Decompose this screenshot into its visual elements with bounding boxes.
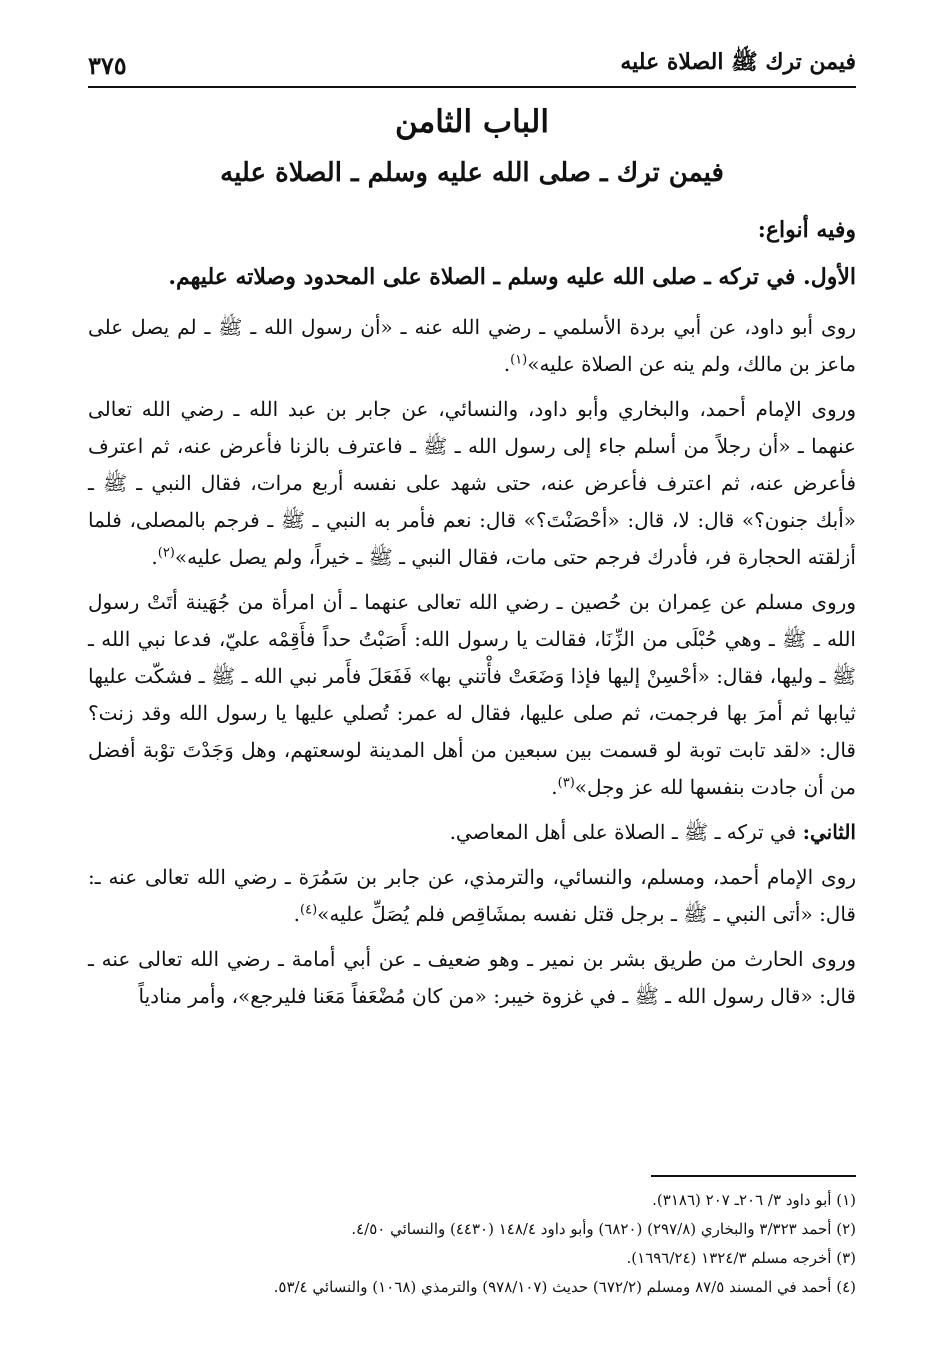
paragraph-3: وروى مسلم عن عِمران بن حُصين ـ رضي الله تعالى عنهما ـ أن امرأة من جُهَينة أتَتْ رسول الله ـ ﷺ ـ وهي حُبْلَى من الزِّنَا، فقالت يا رسول الله: أَصَبْتُ حداً فأَقِمْه عليّ، فدعا نبي الله ـ ﷺ ـ وليها، فقال: «أحْسِنْ إليها فإذا وَضَعَتْ فأْتني بها» فَفَعَلَ فأَمر نبي الله ـ ﷺ ـ فشكّت عليها ثيابها ثم أمرَ بها فرجمت، ثم صلى عليها، فقال له عمر: تُصلي عليها يا رسول الله وقد زنت؟ قال: «لقد تابت توبة لو قسمت بين سبعين من أهل المدينة لوسعتهم، وهل وَجَدْتَ توْبة أفضل من أن جادت بنفسها لله عز وجل»$^{(٣)}$. <box>88 590 856 799</box>
footnote-4: (٤) أحمد في المسند ٨٧/٥ ومسلم (٦٧٢/٢) حديث (٩٧٨/١٠٧) والترمذي (١٠٦٨) والنسائي ٥٣/٤. <box>273 1278 856 1296</box>
first-type-heading: الأول. في تركه ـ صلى الله عليه وسلم ـ الصلاة على المحدود وصلاته عليهم. <box>168 264 856 290</box>
paragraph-4: روى الإمام أحمد، ومسلم، والنسائي، والترمذي، عن جابر بن سَمُرَة ـ رضي الله تعالى عنه ـ: قال: «أتى النبي ـ ﷺ ـ برجل قتل نفسه بمشَاقِص فلم يُصَلِّ عليه»$^{(٤)}$. <box>88 865 856 926</box>
page-number: ٣٧٥ <box>88 51 127 80</box>
page-header <box>88 44 856 88</box>
footnote-2: (٢) أحمد ٣/٣٢٣ والبخاري (٢٩٧/٨) (٦٨٢٠) وأبو داود ١٤٨/٤ (٤٤٣٠) والنسائي ٤/٥٠. <box>351 1220 856 1238</box>
second-type-label: الثاني: <box>802 820 856 844</box>
footnotes <box>88 1186 856 1302</box>
paragraph-4-text: روى الإمام أحمد، ومسلم، والنسائي، والترمذي، عن جابر بن سَمُرَة ـ رضي الله تعالى عنه ـ: قال: «أتى النبي ـ ﷺ ـ برجل قتل نفسه بمشَاقِص فلم يُصَلِّ عليه» <box>88 865 856 926</box>
paragraph-1-text: روى أبو داود، عن أبي بردة الأسلمي ـ رضي الله عنه ـ «أن رسول الله ـ ﷺ ـ لم يصل على ماعز بن مالك، ولم ينه عن الصلاة عليه» <box>88 315 856 376</box>
paragraph-2: وروى الإمام أحمد، والبخاري وأبو داود، والنسائي، عن جابر بن عبد الله ـ رضي الله تعالى عنهما ـ «أن رجلاً من أسلم جاء إلى رسول الله ـ ﷺ ـ فاعترف بالزنا فأعرض عنه، ثم اعترف فأعرض عنه، ثم اعترف فأعرض عنه، حتى شهد على نفسه أربع مرات، فقال النبي ـ ﷺ ـ «أبك جنون؟» قال: لا، قال: «أحْصَنْتَ؟» قال: نعم فأمر به النبي ـ ﷺ ـ فرجم بالمصلى، فلما أزلقته الحجارة فر، فأدرك فرجم حتى مات، فقال النبي ـ ﷺ ـ خيراً، ولم يصل عليه»$^{(٢)}$. <box>88 397 856 569</box>
footnote-mark-4: (٤) <box>300 902 318 918</box>
paragraph-1: روى أبو داود، عن أبي بردة الأسلمي ـ رضي الله عنه ـ «أن رسول الله ـ ﷺ ـ لم يصل على ماعز بن مالك، ولم ينه عن الصلاة عليه»$^{(١)}$. <box>88 315 856 376</box>
footnote-mark-2: (٢) <box>157 545 175 561</box>
paragraph-2-text: وروى الإمام أحمد، والبخاري وأبو داود، والنسائي، عن جابر بن عبد الله ـ رضي الله تعالى عنهما ـ «أن رجلاً من أسلم جاء إلى رسول الله ـ ﷺ ـ فاعترف بالزنا فأعرض عنه، ثم اعترف فأعرض عنه، ثم اعترف فأعرض عنه، حتى شهد على نفسه أربع مرات، فقال النبي ـ ﷺ ـ «أبك جنون؟» قال: لا، قال: «أحْصَنْتَ؟» قال: نعم فأمر به النبي ـ ﷺ ـ فرجم بالمصلى، فلما أزلقته الحجارة فر، فأدرك فرجم حتى مات، فقال النبي ـ ﷺ ـ خيراً، ولم يصل عليه» <box>88 397 856 569</box>
paragraph-5-text: وروى الحارث من طريق بشر بن نمير ـ وهو ضعيف ـ عن أبي أمامة ـ رضي الله تعالى عنه ـ قال: «قال رسول الله ـ ﷺ ـ في غزوة خيبر: «من كان مُضْعَفاً مَعَنا فليرجع»، وأمر منادياً <box>88 947 856 1008</box>
chapter-subtitle: فيمن ترك ـ صلى الله عليه وسلم ـ الصلاة عليه <box>220 158 724 188</box>
running-title: فيمن ترك ﷺ الصلاة عليه <box>620 49 856 75</box>
second-type-text: في تركه ـ ﷺ ـ الصلاة على أهل المعاصي. <box>449 820 797 844</box>
footnote-1: (١) أبو داود ٣/ ٢٠٦ـ ٢٠٧ (٣١٨٦). <box>652 1191 856 1209</box>
footnote-mark-1: (١) <box>510 352 528 368</box>
footnote-divider <box>651 1175 856 1177</box>
paragraph-3-text: وروى مسلم عن عِمران بن حُصين ـ رضي الله تعالى عنهما ـ أن امرأة من جُهَينة أتَتْ رسول الله ـ ﷺ ـ وهي حُبْلَى من الزِّنَا، فقالت يا رسول الله: أَصَبْتُ حداً فأَقِمْه عليّ، فدعا نبي الله ـ ﷺ ـ وليها، فقال: «أحْسِنْ إليها فإذا وَضَعَتْ فأْتني بها» فَفَعَلَ فأَمر نبي الله ـ ﷺ ـ فشكّت عليها ثيابها ثم أمرَ بها فرجمت، ثم صلى عليها، فقال له عمر: تُصلي عليها يا رسول الله وقد زنت؟ قال: «لقد تابت توبة لو قسمت بين سبعين من أهل المدينة لوسعتهم، وهل وَجَدْتَ توْبة أفضل من أن جادت بنفسها لله عز وجل» <box>88 590 856 799</box>
body-text <box>88 212 856 1023</box>
chapter-title: الباب الثامن <box>395 104 549 140</box>
footnote-mark-3: (٣) <box>557 775 575 791</box>
footnote-3: (٣) أخرجه مسلم ١٣٢٤/٣ (١٦٩٦/٢٤). <box>626 1249 856 1267</box>
second-type-heading <box>88 814 856 851</box>
paragraph-5 <box>88 941 856 1015</box>
intro-line: وفيه أنواع: <box>757 217 856 243</box>
